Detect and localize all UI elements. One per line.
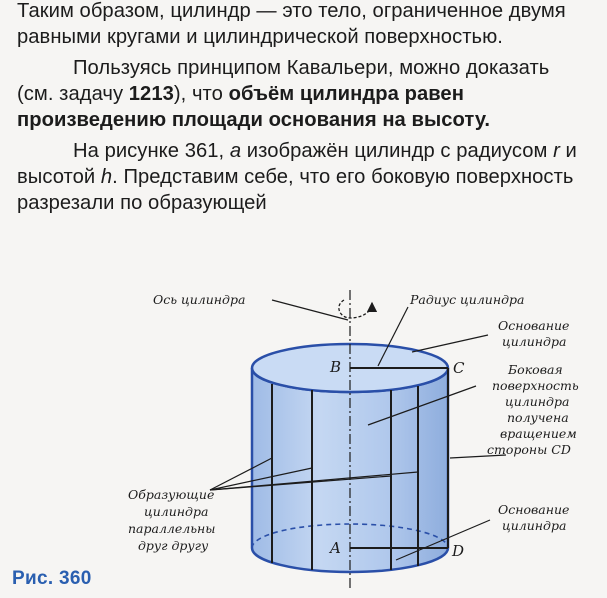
cylinder-figure bbox=[0, 248, 607, 598]
label-lateral-line-3: цилиндра bbox=[505, 394, 570, 409]
paragraph-2 bbox=[17, 55, 589, 133]
body-text bbox=[17, 0, 589, 216]
label-gen-line-2: цилиндра bbox=[144, 504, 209, 519]
task-ref[interactable]: 1213 bbox=[128, 83, 174, 105]
label-base-top-line-1: Основание bbox=[498, 318, 570, 333]
point-d: D bbox=[452, 542, 465, 560]
label-base-bottom-line-1: Основание bbox=[498, 502, 570, 517]
p3-mid2: и высотой bbox=[17, 140, 577, 188]
p3-mid1: изображён цилиндр с радиусом bbox=[241, 140, 554, 162]
leader-base-top bbox=[412, 335, 488, 352]
label-lateral bbox=[487, 362, 583, 457]
p3-h: h bbox=[100, 166, 113, 188]
label-lateral-line-1: Боковая bbox=[508, 362, 563, 377]
paragraph-1: Таким образом, цилиндр — это тело, ограниченное двумя равными кругами и цилиндрической поверхностью. bbox=[17, 0, 566, 48]
label-base-top bbox=[498, 318, 573, 349]
p2-mid: ), что bbox=[173, 83, 229, 105]
p3-a: а bbox=[229, 140, 242, 162]
label-lateral-line-5: вращением bbox=[500, 426, 577, 441]
p3-r: r bbox=[553, 140, 560, 162]
paragraph-3 bbox=[17, 138, 589, 216]
label-lateral-line-2: поверхность bbox=[492, 378, 579, 393]
label-gen-line-1: Образующие bbox=[128, 487, 215, 502]
p2-start: Пользуясь принципом Кавальери, можно доказать (см. задачу bbox=[17, 57, 550, 105]
label-radius: Радиус цилиндра bbox=[410, 292, 525, 307]
label-gen-line-3: параллельны bbox=[128, 521, 216, 536]
volume-theorem: объём цилиндра равен произведению площади основания на высоту. bbox=[17, 83, 491, 131]
label-base-top-line-2: цилиндра bbox=[502, 334, 567, 349]
p3-start: На рисунке 361, bbox=[73, 140, 230, 162]
label-base-bottom-line-2: цилиндра bbox=[502, 518, 567, 533]
figure-caption: Рис. 360 bbox=[12, 568, 92, 589]
point-c: C bbox=[453, 359, 465, 377]
point-a: A bbox=[330, 539, 341, 557]
label-gen-line-4: друг другу bbox=[138, 538, 209, 553]
point-b: B bbox=[330, 358, 342, 376]
label-base-bottom bbox=[498, 502, 573, 533]
leader-axis bbox=[272, 300, 348, 320]
label-lateral-line-6: стороны CD bbox=[487, 442, 571, 457]
rotation-arrow bbox=[339, 300, 372, 318]
label-generators bbox=[128, 487, 219, 553]
label-axis: Ось цилиндра bbox=[153, 292, 246, 307]
label-lateral-line-4: получена bbox=[507, 410, 569, 425]
p3-end: . Представим себе, что его боковую поверхность разрезали по образующей bbox=[17, 166, 574, 214]
